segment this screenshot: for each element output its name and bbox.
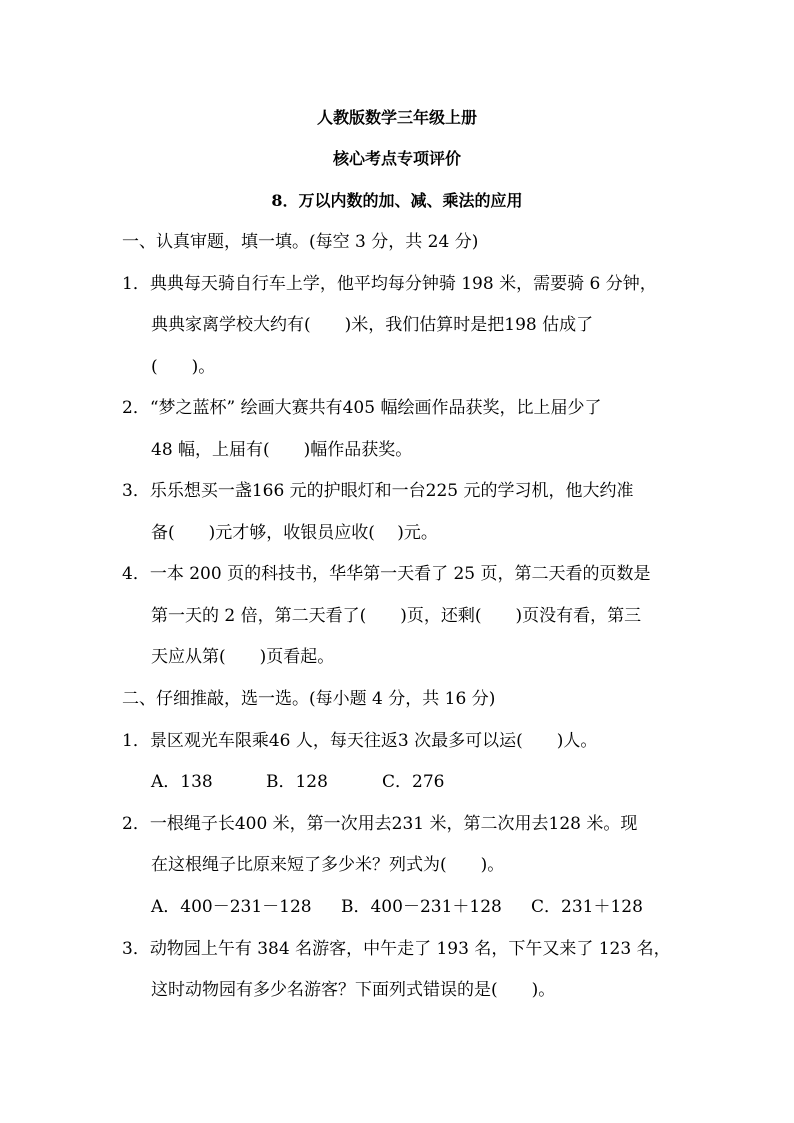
section1-heading: 一、认真审题，填一填。(每空 3 分，共 24 分) — [122, 232, 479, 252]
s2-q2-line1: 2．一根绳子长400 米，第一次用去231 米，第二次用去128 米。现 — [122, 814, 638, 834]
s2-q2-option-b: B．400－231＋128 — [341, 897, 502, 917]
s1-q2-line2: 48 幅，上届有( )幅作品获奖。 — [151, 440, 413, 460]
s2-q3-line2: 这时动物园有多少名游客？下面列式错误的是( )。 — [151, 980, 556, 1000]
s2-q3-line1: 3．动物园上午有 384 名游客，中午走了 193 名，下午又来了 123 名， — [122, 939, 671, 959]
s1-q1-line2: 典典家离学校大约有( )米，我们估算时是把198 估成了 — [151, 315, 594, 335]
section2-heading: 二、仔细推敲，选一选。(每小题 4 分，共 16 分) — [122, 689, 496, 709]
s2-q2-option-c: C．231＋128 — [531, 897, 643, 917]
s1-q4-line3: 天应从第( )页看起。 — [151, 647, 335, 667]
s1-q3-line1: 3．乐乐想买一盏166 元的护眼灯和一台225 元的学习机，他大约准 — [122, 481, 634, 501]
doc-title: 人教版数学三年级上册 — [316, 108, 477, 127]
s2-q1-line1: 1．景区观光车限乘46 人，每天往返3 次最多可以运( )人。 — [122, 731, 598, 751]
s2-q1-option-a: A．138 — [151, 772, 213, 792]
s2-q2-line2: 在这根绳子比原来短了多少米？列式为( )。 — [151, 855, 505, 875]
s1-q4-line2: 第一天的 2 倍，第二天看了( )页，还剩( )页没有看，第三 — [151, 606, 642, 626]
s1-q3-line2: 备( )元才够，收银员应收( )元。 — [151, 523, 438, 543]
s1-q2-line1: 2．“梦之蓝杯” 绘画大赛共有405 幅绘画作品获奖，比上届少了 — [122, 398, 602, 418]
s2-q1-option-b: B．128 — [266, 772, 328, 792]
s2-q2-option-a: A．400－231－128 — [151, 897, 312, 917]
s2-q1-option-c: C．276 — [382, 772, 445, 792]
unit-title: 8．万以内数的加、减、乘法的应用 — [271, 191, 523, 210]
s1-q1-line1: 1．典典每天骑自行车上学，他平均每分钟骑 198 米，需要骑 6 分钟， — [122, 274, 657, 294]
s1-q1-line3: ( )。 — [151, 357, 216, 377]
doc-subtitle: 核心考点专项评价 — [332, 149, 461, 168]
s1-q4-line1: 4．一本 200 页的科技书，华华第一天看了 25 页，第二天看的页数是 — [122, 564, 651, 584]
